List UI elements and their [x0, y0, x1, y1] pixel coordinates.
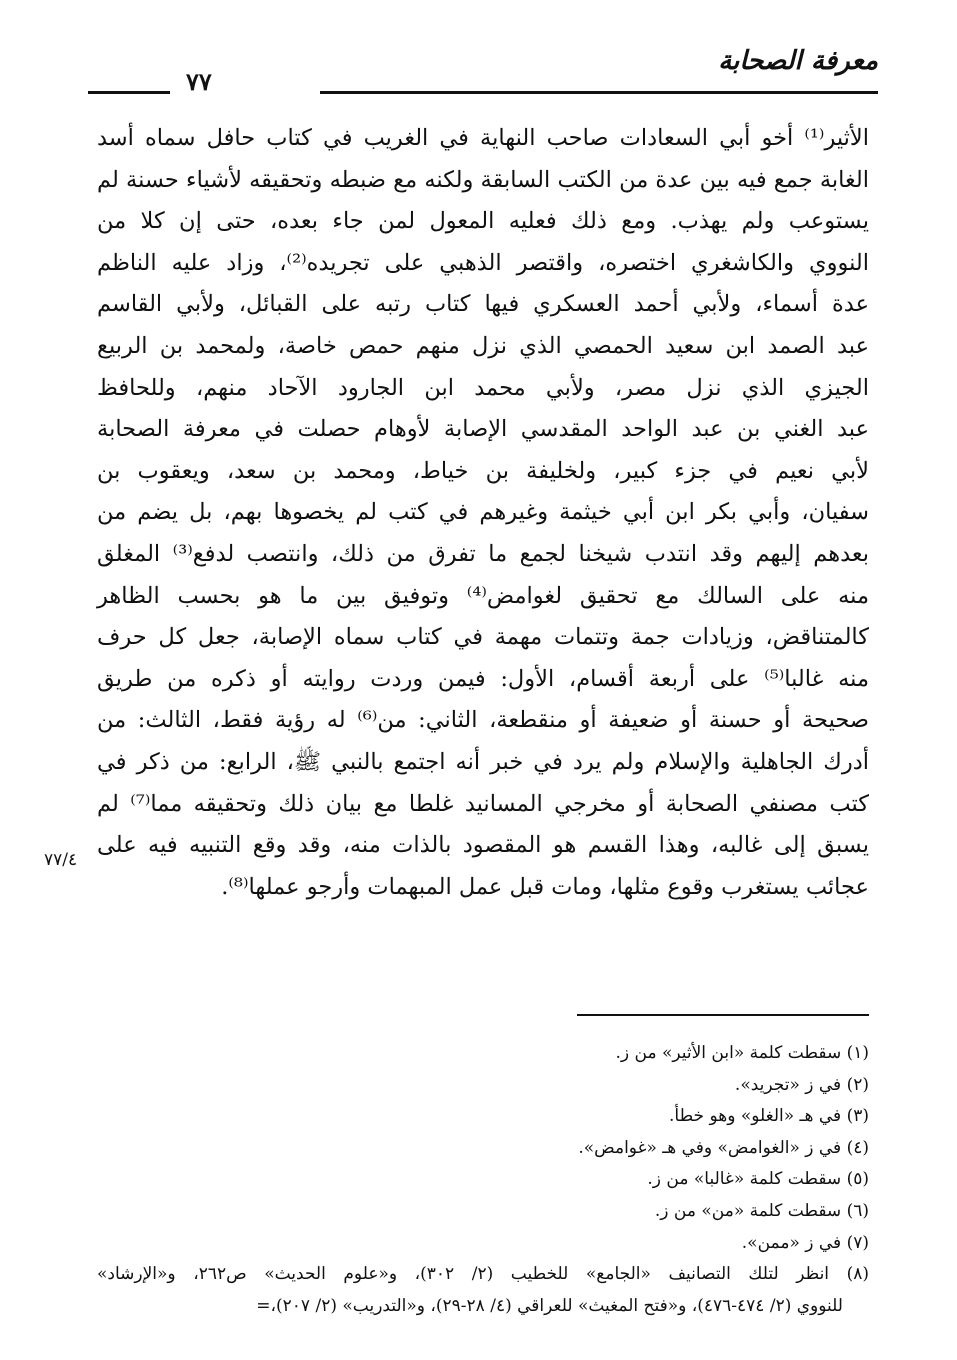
- text-line: منه غالبا⁽⁵⁾ على أربعة أقسام، الأول: فيمن وردت روايته أو ذكره من طريق: [97, 665, 869, 692]
- text-line: يستوعب ولم يهذب. ومع ذلك فعليه المعول لمن جاء بعده، حتى إن كلا من: [97, 208, 869, 235]
- header-rule-short: [88, 91, 170, 94]
- header-rule: [320, 91, 878, 94]
- footnote: (٥) سقطت كلمة «غالبا» من ز.: [647, 1169, 869, 1190]
- text-line: عدة أسماء، ولأبي أحمد العسكري فيها كتاب رتبه على القبائل، ولأبي القاسم: [97, 291, 869, 318]
- footnote: (٨) انظر لتلك التصانيف «الجامع» للخطيب (٢/ ٣٠٢)، و«علوم الحديث» ص٢٦٢، و«الإرشاد»: [97, 1264, 869, 1285]
- footnote: (٦) سقطت كلمة «من» من ز.: [654, 1200, 869, 1221]
- text-line: عبد الصمد ابن سعيد الحمصي الذي نزل منهم حمص خاصة، ولمحمد بن الربيع: [97, 332, 869, 359]
- text-line: كالمتناقض، وزيادات جمة وتتمات مهمة في كتاب سماه الإصابة، جعل كل حرف: [97, 624, 869, 651]
- main-text: [97, 118, 869, 908]
- footnotes: [97, 1038, 869, 1322]
- footnote: (١) سقطت كلمة «ابن الأثير» من ز.: [615, 1043, 869, 1063]
- running-title: معرفة الصحابة: [718, 46, 878, 76]
- text-line: كتب مصنفي الصحابة أو مخرجي المسانيد غلطا مع بيان ذلك وتحقيقه مما⁽⁷⁾ لم: [97, 790, 869, 817]
- footnote: (٢) في ز «تجريد».: [734, 1074, 869, 1095]
- text-line: الجيزي الذي نزل مصر، ولأبي محمد ابن الجارود الآحاد منهم، وللحافظ: [97, 374, 869, 401]
- footnote-continuation: للنووي (٢/ ٤٧٤-٤٧٦)، و«فتح المغيث» للعراقي (٤/ ٢٨-٢٩)، و«التدريب» (٢/ ٢٠٧)،=: [256, 1295, 843, 1316]
- page-number: ٧٧: [186, 67, 212, 96]
- margin-reference: ٧٧/٤: [44, 850, 78, 870]
- footnote: (٣) في هـ «الغلو» وهو خطأ.: [669, 1106, 869, 1127]
- text-line: يسبق إلى غالبه، وهذا القسم هو المقصود بالذات منه، وقد وقع التنبيه فيه على: [97, 832, 869, 859]
- text-line: عجائب يستغرب وقوع مثلها، ومات قبل عمل المبهمات وأرجو عملها⁽⁸⁾.: [221, 873, 869, 900]
- text-line: لأبي نعيم في جزء كبير، ولخليفة بن خياط، ومحمد بن سعد، ويعقوب بن: [97, 457, 869, 484]
- text-line: عبد الغني بن عبد الواحد المقدسي الإصابة لأوهام حصلت في معرفة الصحابة: [97, 416, 869, 443]
- text-line: سفيان، وأبي بكر ابن أبي خيثمة وغيرهم في كتب لم يخصوها بهم، بل يضم من: [97, 499, 869, 526]
- footnote: (٤) في ز «الغوامض» وفي هـ «غوامض».: [578, 1137, 869, 1158]
- text-line: منه على السالك مع تحقيق لغوامض⁽⁴⁾ وتوفيق بين ما هو بحسب الظاهر: [97, 582, 870, 609]
- text-line: الغابة جمع فيه بين عدة من الكتب السابقة ولكنه مع ضبطه وتحقيقه لأشياء حسنة لم: [97, 166, 869, 193]
- text-line: بعدهم إليهم وقد انتدب شيخنا لجمع ما تفرق من ذلك، وانتصب لدفع⁽³⁾ المغلق: [97, 540, 869, 567]
- footnote: (٧) في ز «ممن».: [741, 1232, 869, 1253]
- footnote-separator: [577, 1014, 869, 1016]
- text-line: أدرك الجاهلية والإسلام ولم يرد في خبر أنه اجتمع بالنبي ﷺ، الرابع: من ذكر في: [97, 748, 869, 775]
- page-header: [88, 40, 878, 100]
- text-line: صحيحة أو حسنة أو ضعيفة أو منقطعة، الثاني: من⁽⁶⁾ له رؤية فقط، الثالث: من: [97, 707, 869, 734]
- text-line: النووي والكاشغري اختصره، واقتصر الذهبي على تجريده⁽²⁾، وزاد عليه الناظم: [97, 249, 869, 276]
- text-line: الأثير⁽¹⁾ أخو أبي السعادات صاحب النهاية في الغريب في كتاب حافل سماه أسد: [97, 125, 869, 151]
